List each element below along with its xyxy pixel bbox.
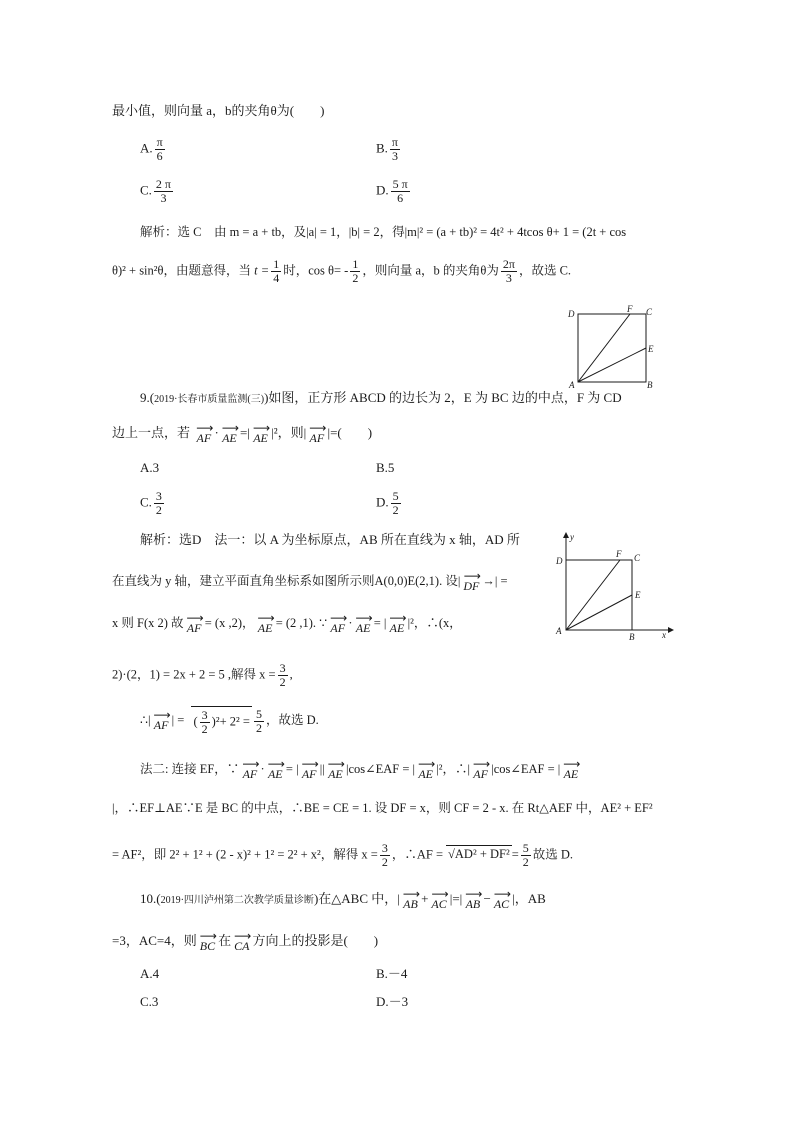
coordinate-figure-2 bbox=[552, 530, 674, 642]
fig2-label-e: E bbox=[635, 590, 641, 600]
q9-option-b: B.5 bbox=[376, 460, 395, 475]
fig2-label-d: D bbox=[556, 556, 563, 566]
q9-stem-line2: 边上一点，若 ⟶ AF · ⟶ AE =| ⟶ AE |²，则| ⟶ AF |=( ) bbox=[112, 421, 373, 445]
q9-method2-line2: |，∴EF⊥AE∵E 是 BC 的中点，∴BE = CE = 1. 设 DF = x，则 CF = 2 - x. 在 Rt△AEF 中，AE² + EF² bbox=[112, 801, 653, 815]
q8-option-c: C. $\frac{2 \pi}{3}$ bbox=[140, 177, 171, 205]
fig1-label-e: E bbox=[648, 344, 654, 354]
q10-option-c: C.3 bbox=[140, 994, 159, 1009]
q10-stem-line1: 10.(2019·四川泸州第二次教学质量诊断)在△ABC 中，| ⟶ AB + ⟶ AC |=| ⟶ AB − ⟶ AC |，AB bbox=[140, 887, 546, 911]
q9-solution-line4: 2)·(2，1) = 2x + 2 = 5 ,解得 x = $\frac{3}{2}$ , bbox=[112, 661, 293, 689]
fig2-label-b: B bbox=[629, 632, 635, 642]
q10-option-a: A.4 bbox=[140, 966, 160, 981]
q9-solution-line1: 解析：选D 法一：以 A 为坐标原点，AB 所在直线为 x 轴，AD 所 bbox=[140, 532, 520, 547]
fig2-label-c: C bbox=[634, 553, 641, 563]
q8-option-d: D. $\frac{5 \pi}{6}$ bbox=[376, 177, 408, 205]
q8-solution-line2: θ)² + sin²θ，由题意得，当 t = $\frac{1}{4}$ 时，cos θ= - $\frac{1}{2}$ ，则向量 a，b 的夹角θ为 $\frac{2\pi}{3}$ ，故选 C. bbox=[112, 257, 572, 285]
fig1-label-a: A bbox=[569, 380, 575, 390]
q9-solution-line5: ∴| ⟶ AF | = ( $\frac{3}{2}$ )²+ 2² = $\frac{5}{2}$ ，故选 D. bbox=[140, 706, 319, 736]
fig2-label-x: x bbox=[662, 630, 666, 640]
square-figure-1 bbox=[566, 304, 662, 390]
fig2-label-a: A bbox=[556, 626, 562, 636]
q10-option-d: D.－3 bbox=[376, 994, 409, 1009]
fig1-label-d: D bbox=[568, 309, 575, 319]
q9-source: 2019·长春市质量监测(三) bbox=[154, 394, 265, 405]
q8-solution-line1: 解析：选 C 由 m = a + tb，及|a| = 1，|b| = 2，得|m|² = (a + tb)² = 4t² + 4tcos θ+ 1 = (2t + cos bbox=[140, 225, 627, 239]
q9-stem-line1: 9.(2019·长春市质量监测(三))如图，正方形 ABCD 的边长为 2，E 为 BC 边的中点，F 为 CD bbox=[140, 390, 622, 405]
q10-option-b: B.－4 bbox=[376, 966, 408, 981]
q9-solution-line2: 在直线为 y 轴，建立平面直角坐标系如图所示则A(0,0)E(2,1). 设| ⟶ DF →| = bbox=[112, 569, 508, 593]
q8-option-a: A. $\frac{\pi}{6}$ bbox=[140, 135, 163, 163]
fig1-label-c: C bbox=[646, 307, 653, 317]
q9-solution-line3: x 则 F(x 2) 故 ⟶ AF = (x ,2)， ⟶ AE = (2 ,1). ∵ ⟶ AF · ⟶ AE = | ⟶ AE |²，∴(x， bbox=[112, 611, 462, 635]
q9-method2-line1: 法二: 连接 EF，∵ ⟶ AF · ⟶ AE = | ⟶ AF || ⟶ AE |cos∠EAF = | ⟶ AE |²，∴| ⟶ AF |cos∠EAF = | ⟶ AE bbox=[140, 757, 579, 781]
q9-option-c: C. $\frac{3}{2}$ bbox=[140, 489, 162, 517]
fig2-label-f: F bbox=[616, 549, 622, 559]
q9-option-a: A.3 bbox=[140, 460, 160, 475]
q9-option-d: D. $\frac{5}{2}$ bbox=[376, 489, 399, 517]
fig2-label-y: y bbox=[570, 532, 574, 542]
q8-option-b: B. $\frac{\pi}{3}$ bbox=[376, 135, 398, 163]
fig1-label-b: B bbox=[647, 380, 653, 390]
fig1-label-f: F bbox=[627, 304, 633, 314]
q10-stem-line2: =3，AC=4，则 ⟶ BC 在 ⟶ CA 方向上的投影是( ) bbox=[112, 929, 379, 953]
q10-source: 2019·四川泸州第二次教学质量诊断 bbox=[160, 894, 314, 906]
q8-stem: 最小值，则向量 a，b的夹角θ为( ) bbox=[112, 103, 325, 118]
q9-method2-line3: = AF²，即 2² + 1² + (2 - x)² + 1² = 2² + x²，解得 x = $\frac{3}{2}$ ，∴AF = √AD² + DF² = $\frac{5}{2}$ 故选 D. bbox=[112, 841, 574, 869]
